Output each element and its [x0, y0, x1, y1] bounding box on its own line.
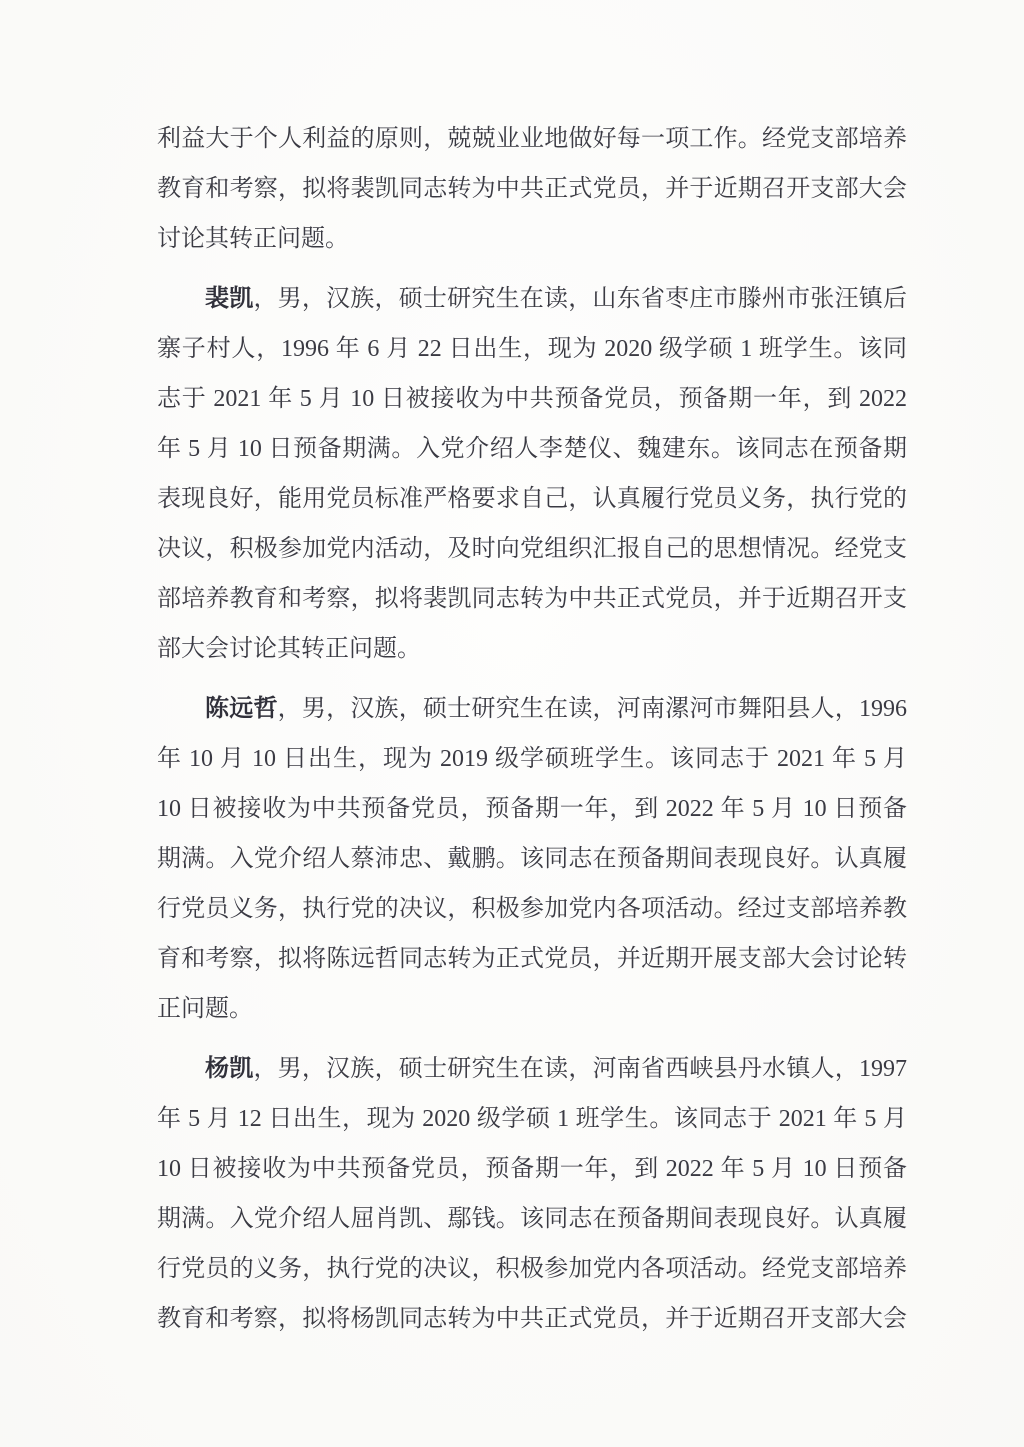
text-line: 寨子村人，1996 年 6 月 22 日出生，现为 2020 级学硕 1 班学生。该同	[157, 336, 907, 362]
text-line: 年 5 月 10 日预备期满。入党介绍人李楚仪、魏建东。该同志在预备期	[157, 436, 907, 462]
text-line: 讨论其转正问题。	[157, 226, 349, 252]
text-line: 期满。入党介绍人屈肖凯、鄢钱。该同志在预备期间表现良好。认真履	[157, 1206, 907, 1232]
paragraph-chenyuanzhe	[157, 684, 907, 1034]
text-run: ，男，汉族，硕士研究生在读，河南漯河市舞阳县人，1996	[277, 696, 907, 722]
text-line: 教育和考察，拟将杨凯同志转为中共正式党员，并于近期召开支部大会	[157, 1306, 907, 1332]
paragraph-continuation	[157, 114, 907, 264]
text-line	[157, 274, 907, 324]
text-line: 行党员义务，执行党的决议，积极参加党内各项活动。经过支部培养教	[157, 896, 907, 922]
member-name: 杨凯	[205, 1056, 254, 1082]
text-line: 10 日被接收为中共预备党员，预备期一年，到 2022 年 5 月 10 日预备	[157, 796, 907, 822]
text-line: 正问题。	[157, 996, 253, 1022]
text-line: 部培养教育和考察，拟将裴凯同志转为中共正式党员，并于近期召开支	[157, 586, 907, 612]
text-line	[157, 1044, 907, 1094]
text-line: 表现良好，能用党员标准严格要求自己，认真履行党员义务，执行党的	[157, 486, 907, 512]
paragraph-yangkai	[157, 1044, 907, 1344]
paragraph-peikai	[157, 274, 907, 674]
text-line: 利益大于个人利益的原则，兢兢业业地做好每一项工作。经党支部培养	[157, 126, 907, 152]
document-body	[157, 114, 907, 1354]
text-line: 部大会讨论其转正问题。	[157, 636, 421, 662]
text-line: 决议，积极参加党内活动，及时向党组织汇报自己的思想情况。经党支	[157, 536, 907, 562]
member-name: 陈远哲	[205, 696, 278, 722]
text-line: 行党员的义务，执行党的决议，积极参加党内各项活动。经党支部培养	[157, 1256, 907, 1282]
text-line	[157, 684, 907, 734]
text-line: 年 5 月 12 日出生，现为 2020 级学硕 1 班学生。该同志于 2021 年 5 月	[157, 1106, 907, 1132]
text-run: ，男，汉族，硕士研究生在读，河南省西峡县丹水镇人，1997	[253, 1056, 907, 1082]
text-line: 教育和考察，拟将裴凯同志转为中共正式党员，并于近期召开支部大会	[157, 176, 907, 202]
text-run: ，男，汉族，硕士研究生在读，山东省枣庄市滕州市张汪镇后	[253, 286, 907, 312]
text-line: 年 10 月 10 日出生，现为 2019 级学硕班学生。该同志于 2021 年 5 月	[157, 746, 907, 772]
text-line: 志于 2021 年 5 月 10 日被接收为中共预备党员，预备期一年，到 2022	[157, 386, 907, 412]
text-line: 育和考察，拟将陈远哲同志转为正式党员，并近期开展支部大会讨论转	[157, 946, 907, 972]
text-line: 10 日被接收为中共预备党员，预备期一年，到 2022 年 5 月 10 日预备	[157, 1156, 907, 1182]
member-name: 裴凯	[205, 286, 254, 312]
text-line: 期满。入党介绍人蔡沛忠、戴鹏。该同志在预备期间表现良好。认真履	[157, 846, 907, 872]
